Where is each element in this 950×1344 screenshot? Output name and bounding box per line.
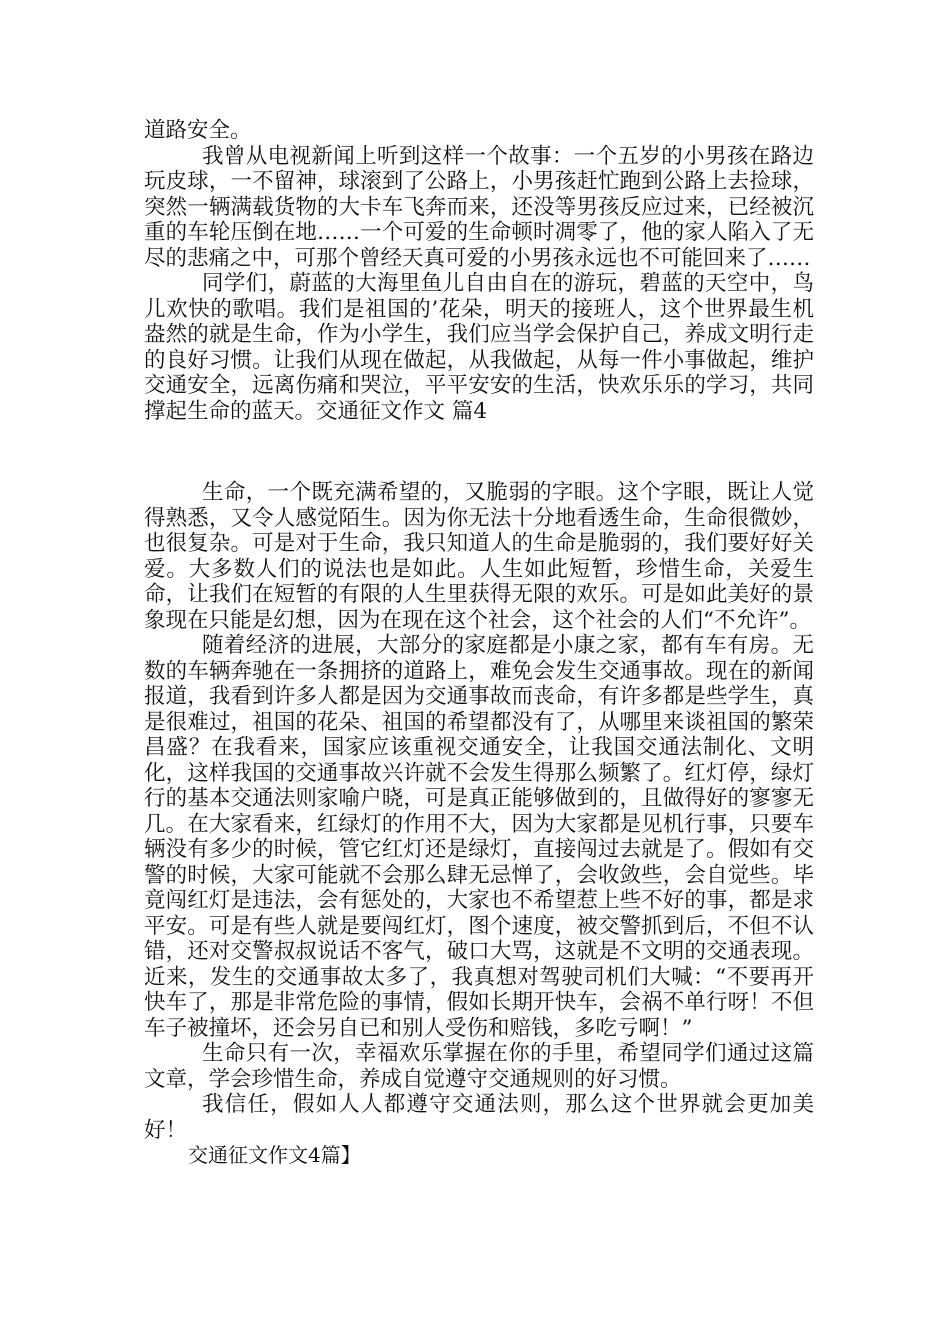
paragraph-traffic: 随着经济的进展，大部分的家庭都是小康之家，都有车有房。无数的车辆奔驰在一条拥挤的道路上，难免会发生交通事故。现在的新闻报道，我看到许多人都是因为交通事故而丧命，有许多都是些学生，真是很难过，祖国的花朵、祖国的希望都没有了，从哪里来谈祖国的繁荣昌盛？在我看来，国家应该重视交通安全，让我国交通法制化、文明化，这样我国的交通事故兴许就不会发生得那么频繁了。红灯停，绿灯行的基本交通法则家喻户晓，可是真正能够做到的，且做得好的寥寥无几。在大家看来，红绿灯的作用不大，因为大家都是见机行事，只要车辆没有多少的时候，管它红灯还是绿灯，直接闯过去就是了。假如有交警的时候，大家可能就不会那么肆无忌惮了，会收敛些，会自觉些。毕竟闯红灯是违法，会有惩处的，大家也不希望惹上些不好的事，都是求平安。可是有些人就是要闯红灯，图个速度，被交警抓到后，不但不认错，还对交警叔叔说话不客气，破口大骂，这就是不文明的交通表现。近来，发生的交通事故太多了，我真想对驾驶司机们大喊：“不要再开快车了，那是非常危险的事情，假如长期开快车，会祸不单行呀！不但车子被撞坏，还会另自已和别人受伤和赔钱，多吃亏啊！” — [144, 633, 814, 1041]
section-gap — [144, 424, 814, 480]
paragraph-cherish: 生命只有一次，幸福欢乐掌握在你的手里，希望同学们通过这篇文章，学会珍惜生命，养成自觉遵守交通规则的好习惯。 — [144, 1041, 814, 1092]
paragraph-continuation: 道路安全。 — [144, 118, 252, 143]
paragraph-life: 生命，一个既充满希望的，又脆弱的字眼。这个字眼，既让人觉得熟悉，又令人感觉陌生。因为你无法十分地看透生命，生命很微妙，也很复杂。可是对于生命，我只知道人的生命是脆弱的，我们要好好关爱。大多数人们的说法也是如此。人生如此短暂，珍惜生命，关爱生命，让我们在短暂的有限的人生里获得无限的欢乐。可是如此美好的景象现在只能是幻想，因为在现在这个社会，这个社会的人们“不允许”。 — [144, 480, 814, 633]
closing-line: 交通征文作文4篇】 — [188, 1143, 361, 1167]
paragraph-belief: 我信任，假如人人都遵守交通法则，那么这个世界就会更加美好！ — [144, 1092, 814, 1143]
document-body — [144, 118, 814, 1169]
paragraph-appeal: 同学们，蔚蓝的大海里鱼儿自由自在的游玩，碧蓝的天空中，鸟儿欢快的歌唱。我们是祖国的’花朵，明天的接班人，这个世界最生机盎然的就是生命，作为小学生，我们应当学会保护自己，养成文明行走的良好习惯。让我们从现在做起，从我做起，从每一件小事做起，维护交通安全，远离伤痛和哭泣，平平安安的生活，快欢乐乐的学习，共同撑起生命的蓝天。交通征文作文 篇4 — [144, 271, 814, 424]
paragraph-story: 我曾从电视新闻上听到这样一个故事：一个五岁的小男孩在路边玩皮球，一不留神，球滚到了公路上，小男孩赶忙跑到公路上去捡球，突然一辆满载货物的大卡车飞奔而来，还没等男孩反应过来，已经被沉重的车轮压倒在地……一个可爱的生命顿时凋零了，他的家人陷入了无尽的悲痛之中，可那个曾经天真可爱的小男孩永远也不可能回来了…… — [144, 143, 814, 271]
